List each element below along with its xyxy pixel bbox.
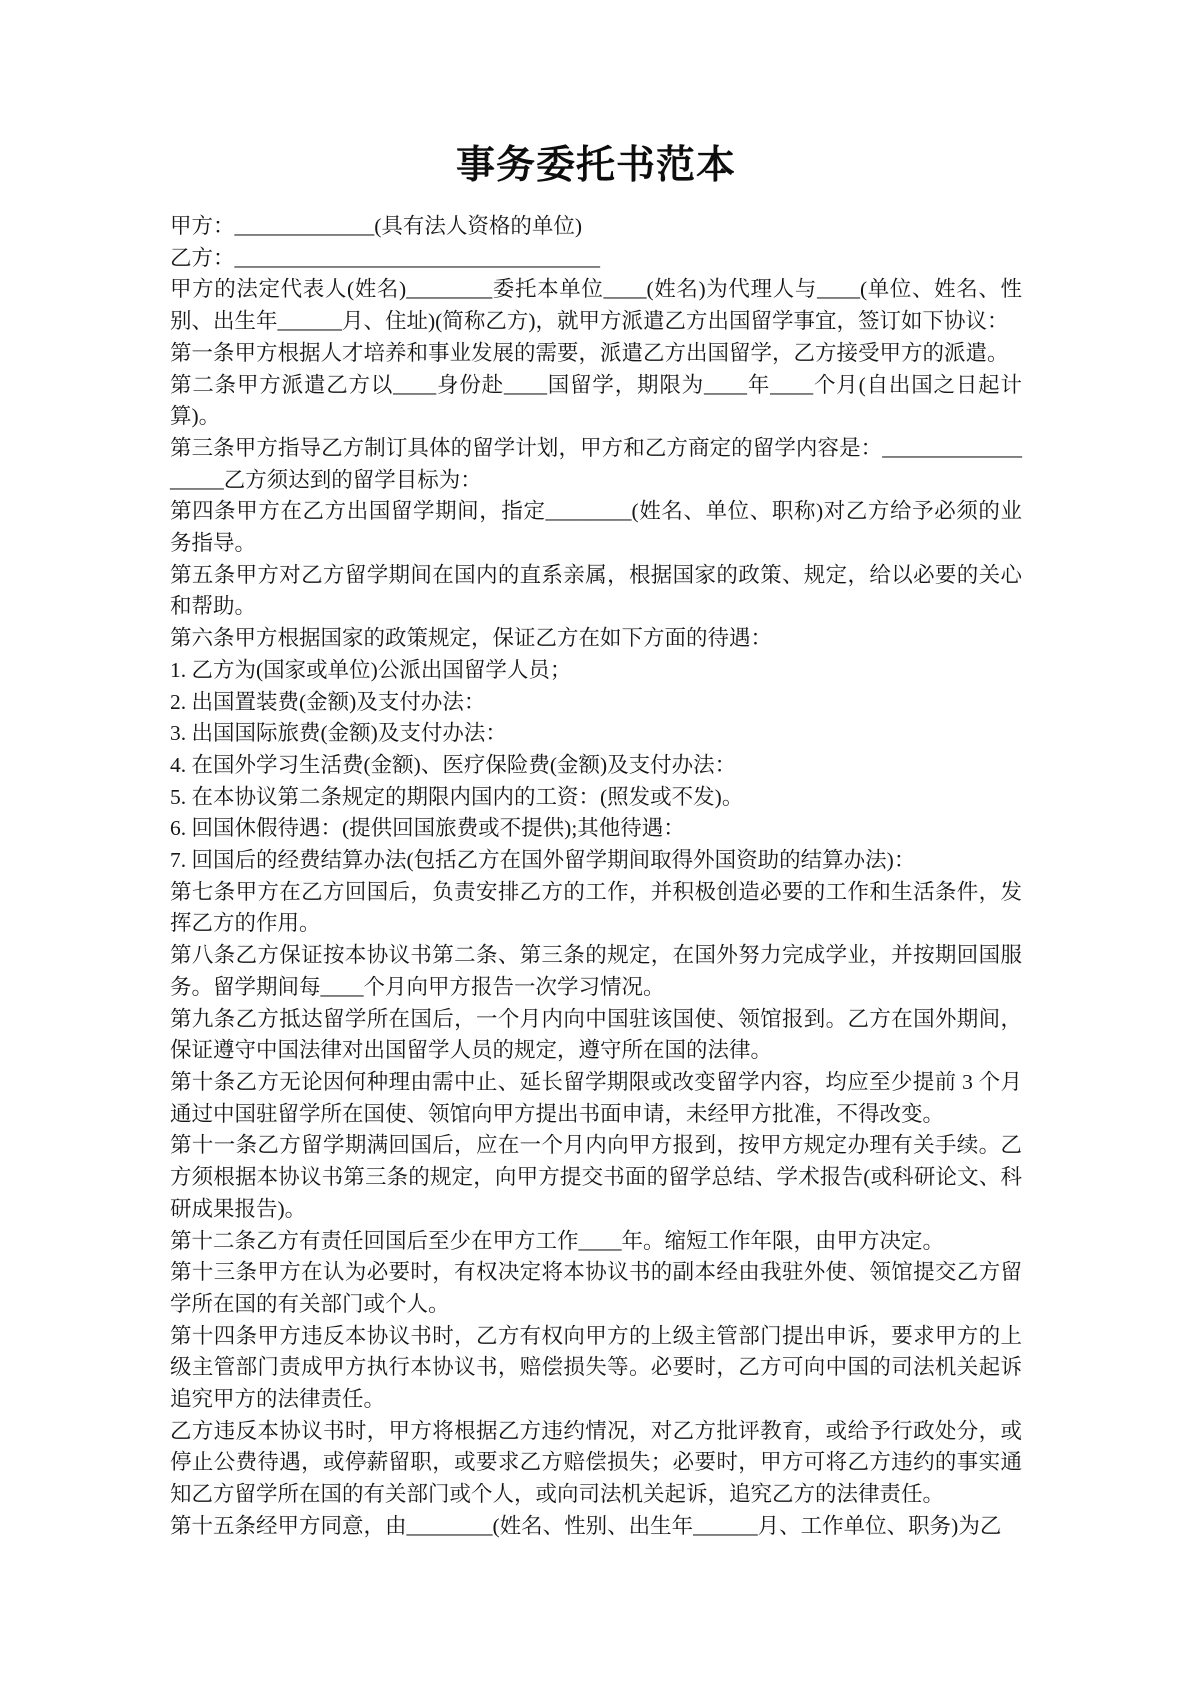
party-b-line: 乙方：__________________________________ [170, 245, 601, 270]
party-b-breach-clause: 乙方违反本协议书时，甲方将根据乙方违约情况，对乙方批评教育，或给予行政处分，或停止公费待遇，或停薪留职，或要求乙方赔偿损失；必要时，甲方可将乙方违约的事实通知乙方留学所在国的有关部门或个人，或向司法机关起诉，追究乙方的法律责任。 [170, 1418, 1022, 1507]
document-content [170, 142, 1022, 1543]
preamble: 甲方的法定代表人(姓名)________委托本单位____(姓名)为代理人与____(单位、姓名、性别、出生年______月、住址)(简称乙方)，就甲方派遣乙方出国留学事宜，签订如下协议： [170, 277, 1022, 334]
document-title: 事务委托书范本 [455, 144, 736, 187]
article-7: 第七条甲方在乙方回国后，负责安排乙方的工作，并积极创造必要的工作和生活条件，发挥乙方的作用。 [170, 879, 1022, 936]
article-2: 第二条甲方派遣乙方以____身份赴____国留学，期限为____年____个月(自出国之日起计算)。 [170, 372, 1022, 429]
benefit-item-2: 2. 出国置装费(金额)及支付办法： [170, 689, 486, 714]
article-11: 第十一条乙方留学期满回国后，应在一个月内向甲方报到，按甲方规定办理有关手续。乙方须根据本协议书第三条的规定，向甲方提交书面的留学总结、学术报告(或科研论文、科研成果报告)。 [170, 1133, 1022, 1221]
article-15: 第十五条经甲方同意，由________(姓名、性别、出生年______月、工作单位、职务)为乙 [170, 1513, 1002, 1538]
benefit-item-3: 3. 出国国际旅费(金额)及支付办法： [170, 721, 507, 746]
benefit-item-6: 6. 回国休假待遇：(提供回国旅费或不提供);其他待遇： [170, 816, 685, 841]
article-6: 第六条甲方根据国家的政策规定，保证乙方在如下方面的待遇： [170, 626, 773, 651]
article-5: 第五条甲方对乙方留学期间在国内的直系亲属，根据国家的政策、规定，给以必要的关心和帮助。 [170, 562, 1022, 619]
benefit-item-1: 1. 乙方为(国家或单位)公派出国留学人员； [170, 657, 572, 682]
article-1: 第一条甲方根据人才培养和事业发展的需要，派遣乙方出国留学，乙方接受甲方的派遣。 [170, 340, 1009, 365]
article-4: 第四条甲方在乙方出国留学期间，指定________(姓名、单位、职称)对乙方给予必须的业务指导。 [170, 499, 1022, 556]
party-a-line: 甲方：_____________(具有法人资格的单位) [170, 214, 583, 238]
article-3: 第三条甲方指导乙方制订具体的留学计划，甲方和乙方商定的留学内容是：__________________乙方须达到的留学目标为： [170, 435, 1022, 492]
benefit-item-7: 7. 回国后的经费结算办法(包括乙方在国外留学期间取得外国资助的结算办法)： [170, 848, 916, 873]
benefit-item-5: 5. 在本协议第二条规定的期限内国内的工资：(照发或不发)。 [170, 784, 744, 809]
benefit-item-4: 4. 在国外学习生活费(金额)、医疗保险费(金额)及支付办法： [170, 752, 737, 777]
article-10: 第十条乙方无论因何种理由需中止、延长留学期限或改变留学内容，均应至少提前 3 个月通过中国驻留学所在国使、领馆向甲方提出书面申请，未经甲方批准，不得改变。 [170, 1069, 1022, 1126]
article-8: 第八条乙方保证按本协议书第二条、第三条的规定，在国外努力完成学业，并按期回国服务。留学期间每____个月向甲方报告一次学习情况。 [170, 943, 1022, 999]
article-9: 第九条乙方抵达留学所在国后，一个月内向中国驻该国使、领馆报到。乙方在国外期间，保证遵守中国法律对出国留学人员的规定，遵守所在国的法律。 [170, 1006, 1022, 1063]
article-14: 第十四条甲方违反本协议书时，乙方有权向甲方的上级主管部门提出申诉，要求甲方的上级主管部门责成甲方执行本协议书，赔偿损失等。必要时，乙方可向中国的司法机关起诉追究甲方的法律责任。 [170, 1323, 1022, 1412]
article-13: 第十三条甲方在认为必要时，有权决定将本协议书的副本经由我驻外使、领馆提交乙方留学所在国的有关部门或个人。 [170, 1260, 1022, 1316]
article-12: 第十二条乙方有责任回国后至少在甲方工作____年。缩短工作年限，由甲方决定。 [170, 1228, 945, 1253]
